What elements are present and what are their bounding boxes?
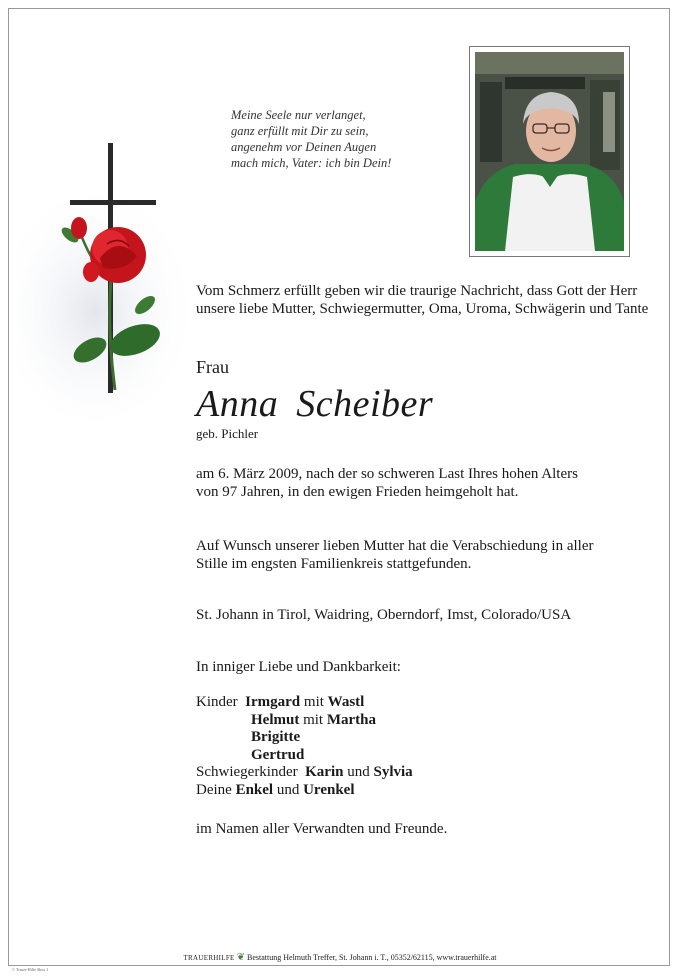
places: St. Johann in Tirol, Waidring, Oberndorf, Imst, Colorado/USA — [196, 607, 572, 623]
family-row-child — [196, 747, 413, 765]
cross-rose-emblem — [15, 140, 205, 440]
closing-line: im Namen aller Verwandten und Freunde. — [196, 821, 448, 837]
poem-line: angenehm vor Deinen Augen — [231, 140, 377, 154]
conjunction: und — [347, 764, 370, 780]
copyright: © Trauer-Hilfe Sbox 1 — [12, 967, 49, 972]
family-row-child — [196, 712, 413, 730]
poem-line: Meine Seele nur verlanget, — [231, 108, 366, 122]
intro-text: Vom Schmerz erfüllt geben wir die traurige Nachricht, dass Gott der Herr unsere liebe Mutter, Schwiegermutter, Oma, Uroma, Schwägerin und Tante — [196, 283, 649, 317]
grand-prefix: Deine — [196, 781, 232, 798]
maiden-name: geb. Pichler — [196, 426, 259, 441]
farewell-wish-line: Auf Wunsch unserer lieben Mutter hat die Verabschiedung in aller — [196, 538, 594, 554]
poem — [231, 107, 391, 171]
in-law-name: Karin — [305, 764, 344, 780]
poem-line: ganz erfüllt mit Dir zu sein, — [231, 124, 369, 138]
death-notice-line: am 6. März 2009, nach der so schweren Last Ihres hohen Alters — [196, 466, 578, 482]
footer-text: Bestattung Helmuth Treffer, St. Johann i. T., 05352/62115, www.trauerhilfe.at — [247, 953, 497, 962]
footer — [0, 952, 680, 963]
in-laws-label: Schwiegerkinder — [196, 764, 298, 780]
conjunction: mit — [303, 711, 324, 728]
farewell-wish-line: Stille im engsten Familienkreis stattgefunden. — [196, 555, 472, 572]
love-line: In inniger Liebe und Dankbarkeit: — [196, 659, 401, 675]
salutation: Frau — [196, 357, 229, 377]
death-notice-line: von 97 Jahren, in den ewigen Frieden heimgeholt hat. — [196, 483, 519, 500]
partner-name: Wastl — [327, 694, 365, 710]
grand-label: Urenkel — [303, 781, 355, 798]
conjunction: mit — [303, 694, 324, 710]
family-row-child — [196, 729, 413, 747]
child-name: Gertrud — [251, 746, 305, 763]
conjunction: und — [276, 781, 300, 798]
deceased-name: Anna Scheiber — [196, 383, 434, 425]
child-name: Helmut — [251, 711, 300, 728]
family-row-children — [196, 694, 413, 712]
family-list — [196, 694, 413, 799]
death-notice — [196, 466, 578, 501]
farewell-wish — [196, 538, 593, 573]
partner-name: Martha — [326, 711, 376, 728]
poem-line: mach mich, Vater: ich bin Dein! — [231, 156, 392, 170]
family-row-in-laws — [196, 764, 413, 782]
in-law-name: Sylvia — [373, 764, 413, 780]
portrait-photo — [475, 52, 624, 251]
child-name: Brigitte — [251, 729, 301, 745]
children-label: Kinder — [196, 694, 238, 710]
grand-label: Enkel — [235, 781, 274, 798]
leaf-icon: ❦ — [236, 952, 246, 963]
portrait-frame — [469, 46, 630, 257]
family-row-grandchildren — [196, 782, 413, 800]
child-name: Irmgard — [245, 694, 301, 710]
trauerhilfe-logo: TRAUERHILFE — [183, 954, 235, 962]
